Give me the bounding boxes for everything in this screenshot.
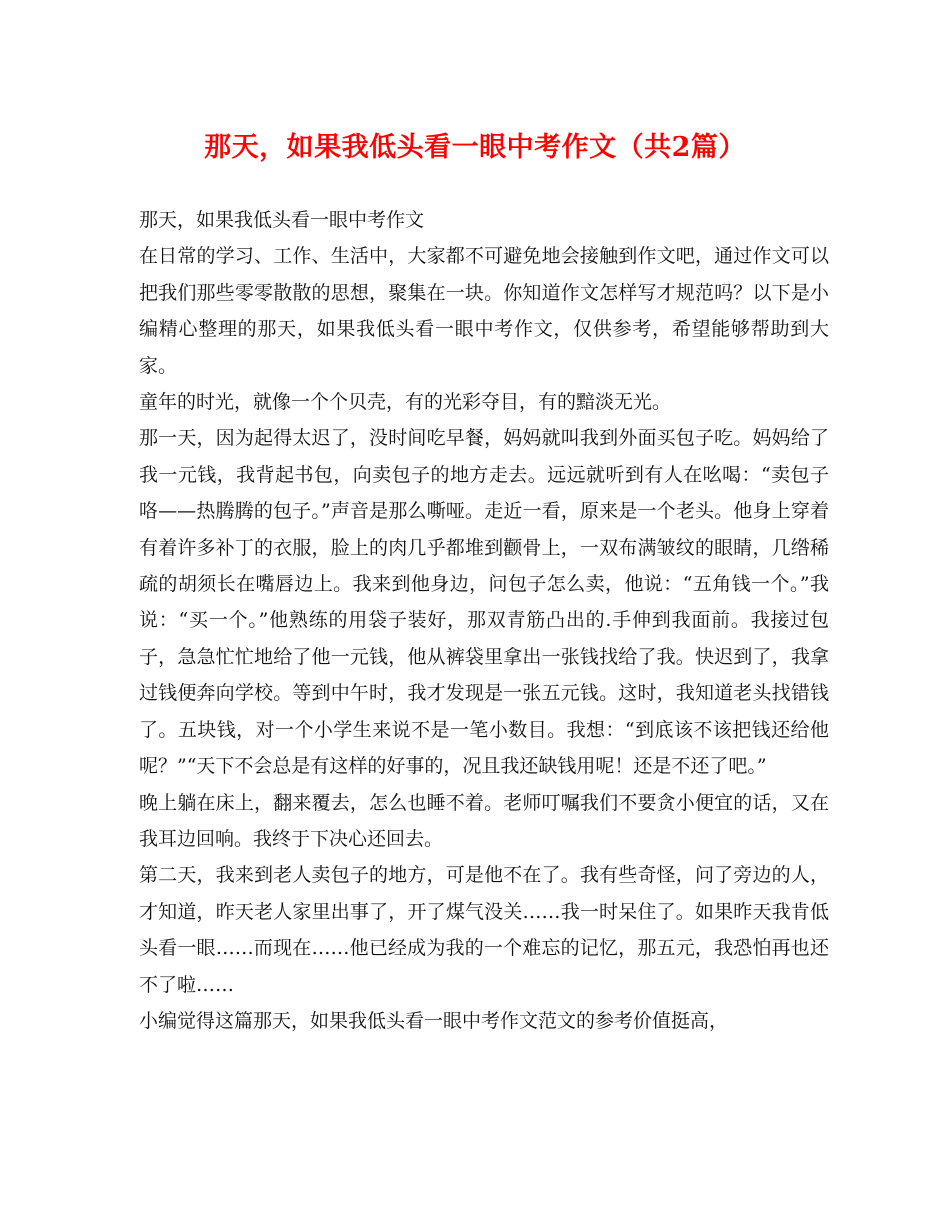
paragraph-story: 那一天，因为起得太迟了，没时间吃早餐，妈妈就叫我到外面买包子吃。妈妈给了我一元钱，我背起书包，向卖包子的地方走去。远远就听到有人在吆喝：“卖包子咯——热腾腾的包子。”声音是那么嘶哑。走近一看，原来是一个老头。他身上穿着有着许多补丁的衣服，脸上的肉几乎都堆到颧骨上，一双布满皱纹的眼睛，几绺稀疏的胡须长在嘴唇边上。我来到他身边，问包子怎么卖，他说：“五角钱一个。”我说：“买一个。”他熟练的用袋子装好，那双青筋凸出的.手伸到我面前。我接过包子，急急忙忙地给了他一元钱，他从裤袋里拿出一张钱找给了我。快迟到了，我拿过钱便奔向学校。等到中午时，我才发现是一张五元钱。这时，我知道老头找错钱了。五块钱，对一个小学生来说不是一笔小数目。我想：“到底该不该把钱还给他呢？”“天下不会总是有这样的好事的，况且我还缺钱用呢！还是不还了吧。”	[139, 427, 829, 778]
document-title: 那天，如果我低头看一眼中考作文（共2篇）	[204, 132, 746, 163]
document-body	[139, 202, 829, 1039]
paragraph-subtitle: 那天，如果我低头看一眼中考作文	[139, 209, 425, 231]
paragraph-childhood: 童年的时光，就像一个个贝壳，有的光彩夺目，有的黯淡无光。	[139, 391, 672, 414]
paragraph-closing: 小编觉得这篇那天，如果我低头看一眼中考作文范文的参考价值挺高，	[139, 1009, 729, 1032]
paragraph-night: 晚上躺在床上，翻来覆去，怎么也睡不着。老师叮嘱我们不要贪小便宜的话，又在我耳边回响。我终于下决心还回去。	[139, 791, 829, 850]
paragraph-next-day: 第二天，我来到老人卖包子的地方，可是他不在了。我有些奇怪，问了旁边的人，才知道，昨天老人家里出事了，开了煤气没关……我一时呆住了。如果昨天我肯低头看一眼……而现在……他已经成为我的一个难忘的记忆，那五元，我恐怕再也还不了啦……	[139, 864, 829, 996]
paragraph-intro: 在日常的学习、工作、生活中，大家都不可避免地会接触到作文吧，通过作文可以把我们那些零零散散的思想，聚集在一块。你知道作文怎样写才规范吗？以下是小编精心整理的那天，如果我低头看一眼中考作文，仅供参考，希望能够帮助到大家。	[139, 245, 829, 377]
